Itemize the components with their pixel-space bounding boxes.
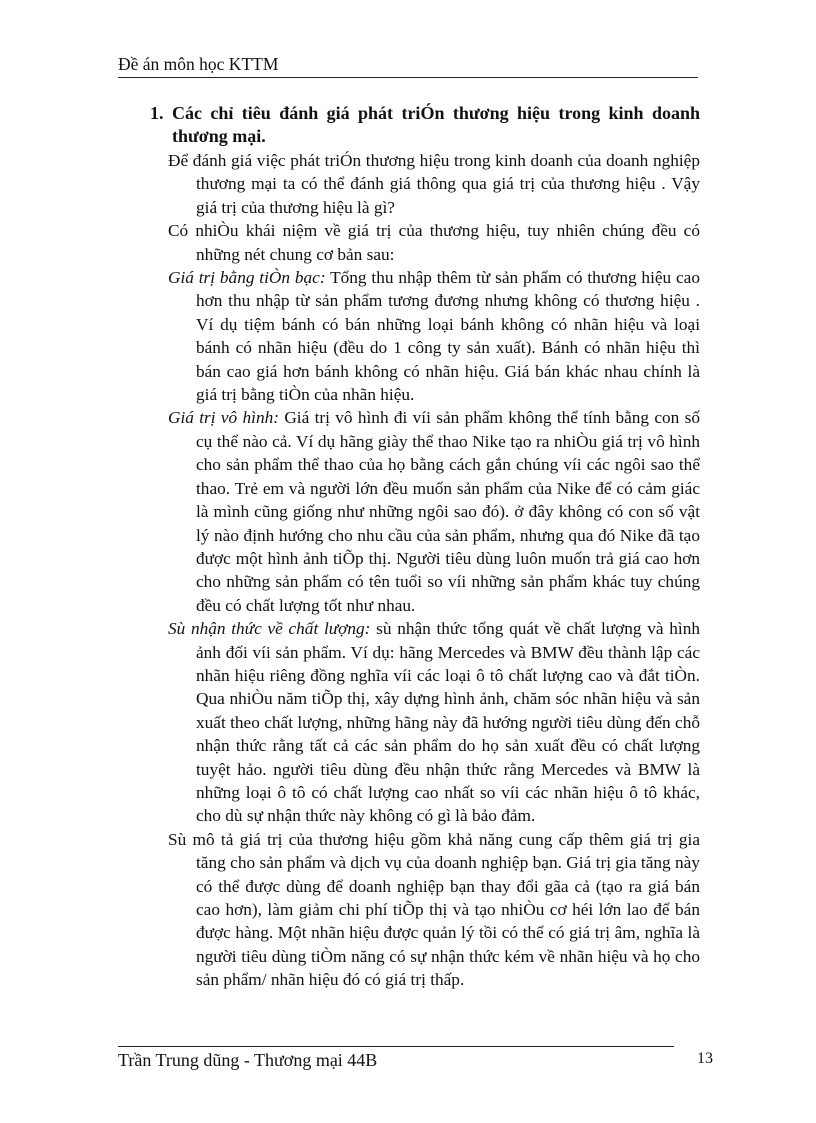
paragraph-monetary-value <box>168 266 700 406</box>
paragraph-term: Sù nhận thức về chất lượng: <box>168 619 371 639</box>
section-number: 1. <box>150 103 164 123</box>
paragraph-intangible-value <box>168 406 700 617</box>
section-title: Các chỉ tiêu đánh giá phát triÓn thương hiệu trong kinh doanh thương mại. <box>172 103 700 146</box>
paragraph-term: Giá trị bằng tiÒn bạc: <box>168 268 326 288</box>
paragraph-quality-perception <box>168 617 700 828</box>
paragraph-term: Giá trị vô hình: <box>168 408 279 428</box>
header-title: Đề án môn học KTTM <box>118 54 279 74</box>
paragraph-text: Giá trị vô hình đi víi sản phẩm không thể tính bằng con số cụ thể nào cả. Ví dụ hãng giày thể thao Nike tạo ra nhiÒu giá trị vô hình cho sản phẩm thể thao của họ bằng cách gắn chúng víi các ngôi sao thể thao. Trẻ em và người lớn đều muốn sản phẩm của Nike để có cảm giác là mình cũng giống như những ngôi sao đó). ở đây không có con số vật lý nào định hướng cho nhu cầu của sản phẩm, nhưng qua đó Nike đã tạo được một hình ảnh tiÕp thị. Người tiêu dùng luôn muốn trả giá cao hơn cho những sản phẩm có tên tuổi so víi những sản phẩm khác tuy chúng đều có chất lượng tốt như nhau. <box>196 408 700 615</box>
paragraph-concepts <box>168 219 700 266</box>
paragraph-text: Để đánh giá việc phát triÓn thương hiệu trong kinh doanh của doanh nghiệp thương mại ta có thể đánh giá thông qua giá trị của thương hiệu . Vậy giá trị của thương hiệu là gì? <box>168 151 700 217</box>
paragraph-text: Có nhiÒu khái niệm về giá trị của thương hiệu, tuy nhiên chúng đều có những nét chung cơ bản sau: <box>168 221 700 264</box>
page-number: 13 <box>697 1050 713 1067</box>
paragraph-brand-value-description <box>168 828 700 992</box>
page-content <box>150 102 700 992</box>
page-header <box>118 53 698 78</box>
paragraph-text: Tổng thu nhập thêm từ sản phẩm có thương hiệu cao hơn thu nhập từ sản phẩm tương đương nhưng không có thương hiệu . Ví dụ tiệm bánh có bán những loại bánh không có nhãn hiệu và loại bánh có nhãn hiệu (đều do 1 công ty sản xuất). Bánh có nhãn hiệu thì bán cao giá hơn bánh không có nhãn hiệu. Giá bán khác nhau chính là giá trị bằng tiÒn của nhãn hiệu. <box>196 268 700 405</box>
page-footer <box>118 1046 674 1073</box>
paragraph-text: sù nhận thức tổng quát về chất lượng và hình ảnh đối víi sản phẩm. Ví dụ: hãng Mercedes và BMW đều thành lập các nhãn hiệu riêng đồng nghĩa víi các loại ô tô chất lượng cao và đắt tiÒn. Qua nhiÒu năm tiÕp thị, xây dựng hình ảnh, chăm sóc nhãn hiệu và sản xuất theo chất lượng, những hãng này đã hướng người tiêu dùng đến chỗ nhận thức rằng tất cả các sản phẩm do họ sản xuất đều có chất lượng tuyệt hảo. người tiêu dùng đều nhận thức rằng Mercedes và BMW là những loại ô tô có chất lượng cao nhất so víi các nhãn hiệu ô tô khác, cho dù sự nhận thức này không có gì là bảo đảm. <box>196 619 700 826</box>
section-heading <box>150 102 700 148</box>
paragraph-intro <box>168 149 700 219</box>
footer-author: Trần Trung dũng - Thương mại 44B <box>118 1050 378 1070</box>
paragraph-text: Sù mô tả giá trị của thương hiệu gồm khả năng cung cấp thêm giá trị gia tăng cho sản phẩm và dịch vụ của doanh nghiệp bạn. Giá trị gia tăng này có thể được dùng để doanh nghiệp bạn thay đổi gãa cả (tạo ra giá bán cao hơn), làm giảm chi phí tiÕp thị và tạo nhiÒu cơ héi lớn lao để bán được hàng. Một nhãn hiệu được quản lý tồi có thể có giá trị âm, nghĩa là người tiêu dùng tiÒm năng có sự nhận thức kém về nhãn hiệu và họ cho sản phẩm/ nhãn hiệu đó có giá trị thấp. <box>168 829 700 990</box>
